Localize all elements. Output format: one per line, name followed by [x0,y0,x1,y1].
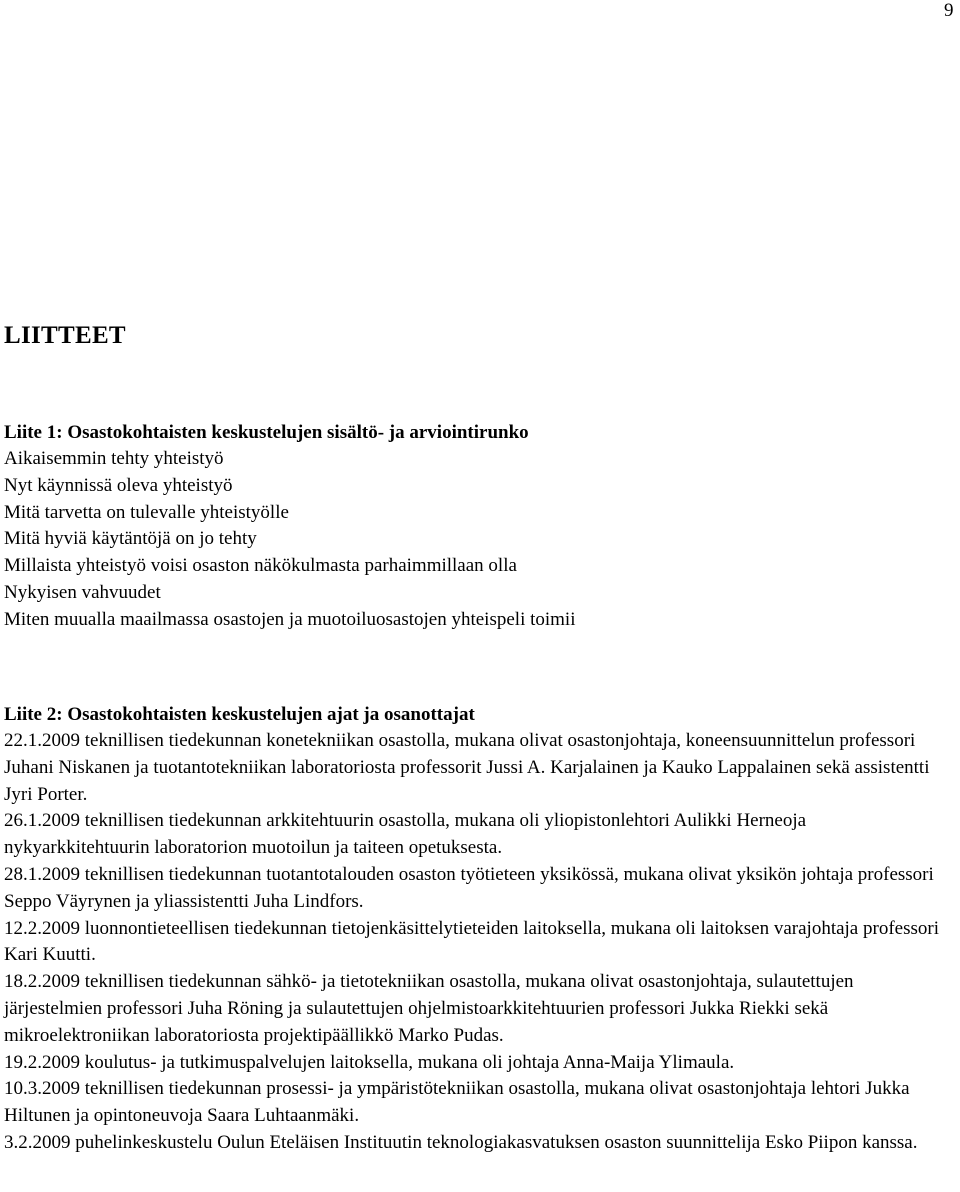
meeting-entry: 28.1.2009 teknillisen tiedekunnan tuotantotalouden osaston työtieteen yksikössä, mukana olivat yksikön johtaja professori Seppo Väyrynen ja yliassistentti Juha Lindfors. [4,863,934,912]
list-item: Millaista yhteistyö voisi osaston näkökulmasta parhaimmillaan olla [4,555,517,577]
list-item: Mitä hyviä käytäntöjä on jo tehty [4,528,257,550]
appendix-2-title: Liite 2: Osastokohtaisten keskustelujen ajat ja osanottajat [4,704,475,725]
meeting-entry: 22.1.2009 teknillisen tiedekunnan konetekniikan osastolla, mukana olivat osastonjohtaja, koneensuunnittelun professori Juhani Niskanen ja tuotantotekniikan laboratoriosta professorit Jussi A. Karjalainen ja Kauko Lappalainen sekä assistentti Jyri Porter. [4,730,930,805]
appendix-1-list [4,446,956,634]
list-item: Miten muualla maailmassa osastojen ja muotoiluosastojen yhteispeli toimii [4,608,576,630]
list-item: Mitä tarvetta on tulevalle yhteistyölle [4,501,289,523]
meeting-entry: 18.2.2009 teknillisen tiedekunnan sähkö- ja tietotekniikan osastolla, mukana olivat osastonjohtaja, sulautettujen järjestelmien professori Juha Röning ja sulautettujen ohjelmistoarkkitehtuurien professori Jukka Riekki sekä mikroelektroniikan laboratoriosta projektipäällikkö Marko Pudas. [4,971,854,1046]
meeting-entry: 10.3.2009 teknillisen tiedekunnan prosessi- ja ympäristötekniikan osastolla, mukana olivat osastonjohtaja lehtori Jukka Hiltunen ja opintoneuvoja Saara Luhtaanmäki. [4,1078,910,1127]
list-item: Aikaisemmin tehty yhteistyö [4,448,224,469]
page-title: LIITTEET [4,322,126,349]
meeting-entry: 26.1.2009 teknillisen tiedekunnan arkkitehtuurin osastolla, mukana oli yliopistonlehtori Aulikki Herneoja nykyarkkitehtuurin laboratorion muotoilun ja taiteen opetuksesta. [4,810,807,859]
meeting-entry: 3.2.2009 puhelinkeskustelu Oulun Eteläisen Instituutin teknologiakasvatuksen osaston suunnittelija Esko Piipon kanssa. [4,1131,918,1153]
meeting-entry: 19.2.2009 koulutus- ja tutkimuspalvelujen laitoksella, mukana oli johtaja Anna-Maija Ylimaula. [4,1051,735,1073]
appendix-2-section [4,701,956,1157]
meeting-entry: 12.2.2009 luonnontieteellisen tiedekunnan tietojenkäsittelytieteiden laitoksella, mukana oli laitoksen varajohtaja professori Kari Kuutti. [4,917,939,966]
appendix-1-section [4,419,956,634]
page-number: 9 [944,0,954,21]
appendix-1-title: Liite 1: Osastokohtaisten keskustelujen sisältö- ja arviointirunko [4,422,529,443]
list-item: Nykyisen vahvuudet [4,581,161,603]
list-item: Nyt käynnissä oleva yhteistyö [4,474,233,496]
